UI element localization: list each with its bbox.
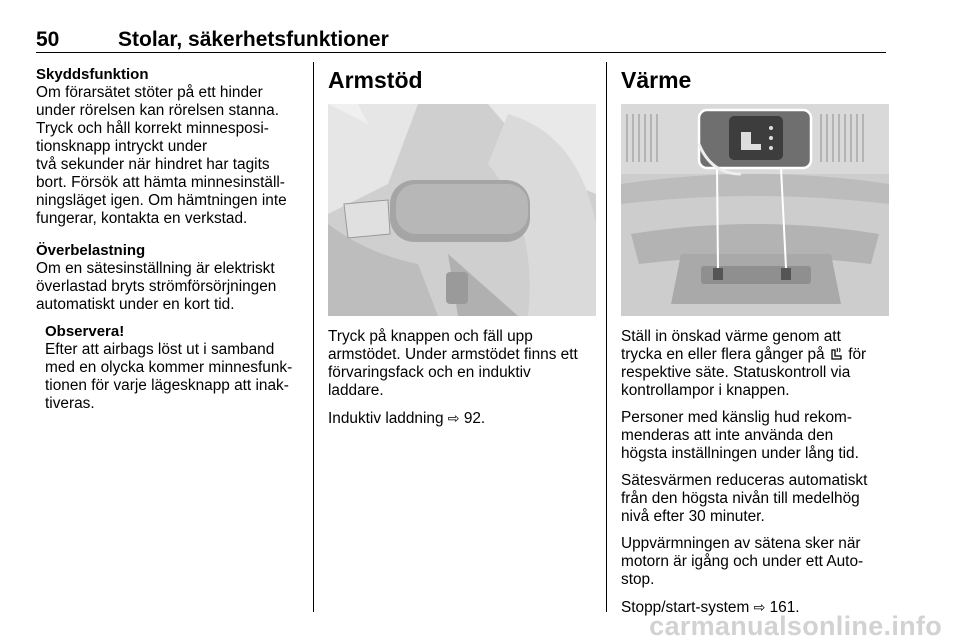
- text-line: överlastad bryts strömförsörjningen: [36, 278, 277, 295]
- paragraph: [621, 535, 891, 589]
- text-line: tionen för varje lägesknapp att inak-: [45, 377, 289, 394]
- text-line: kontrollampor i knappen.: [621, 382, 790, 399]
- text-line: tiveras.: [45, 395, 95, 412]
- heading-armstod: Armstöd: [328, 67, 423, 93]
- text-line: Personer med känslig hud rekom-: [621, 409, 852, 426]
- text-line: bort. Försök att hämta minnesinställ-: [36, 174, 285, 191]
- column-divider: [313, 62, 314, 612]
- text-line: tionsknapp intryckt under: [36, 138, 208, 155]
- paragraph: [36, 84, 302, 228]
- text-line: förvaringsfack och en induktiv: [328, 364, 531, 381]
- heading-varme: Värme: [621, 67, 692, 93]
- page-header: [36, 24, 886, 53]
- text-line: ningsläget igen. Om hämtningen inte: [36, 192, 287, 209]
- text-line: menderas att inte använda den: [621, 427, 834, 444]
- subheading-overbelastning: Överbelastning: [36, 242, 146, 259]
- text-line: armstödet. Under armstödet finns ett: [328, 346, 578, 363]
- ref-arrow-icon: ⇨: [447, 410, 460, 426]
- text-line: [621, 346, 891, 364]
- text-line: Om en sätesinställning är elektriskt: [36, 260, 275, 277]
- column-3: [621, 66, 891, 617]
- text-line: högsta inställningen under lång tid.: [621, 445, 859, 462]
- paragraph: [36, 260, 302, 314]
- text-segment: trycka en eller flera gånger på: [621, 346, 825, 363]
- cross-reference[interactable]: [328, 409, 598, 428]
- column-2: [328, 66, 598, 428]
- subheading-skyddsfunktion: Skyddsfunktion: [36, 66, 149, 83]
- text-line: Uppvärmningen av sätena sker när: [621, 535, 861, 552]
- text-line: Sätesvärmen reduceras automatiskt: [621, 472, 868, 489]
- text-line: under rörelsen kan rörelsen stanna.: [36, 102, 279, 119]
- chapter-title: Stolar, säkerhetsfunktioner: [118, 28, 389, 51]
- paragraph: [328, 328, 598, 400]
- text-line: Tryck och håll korrekt minnesposi-: [36, 120, 269, 137]
- text-line: med en olycka kommer minnesfunk-: [45, 359, 293, 376]
- ref-arrow-icon: ⇨: [753, 599, 766, 615]
- seat-heating-illustration: [621, 104, 889, 316]
- text-line: Efter att airbags löst ut i samband: [45, 341, 275, 358]
- text-segment: för: [848, 346, 867, 363]
- paragraph: [621, 472, 891, 526]
- text-line: från den högsta nivån till medelhög: [621, 490, 860, 507]
- text-line: laddare.: [328, 382, 384, 399]
- text-line: stop.: [621, 571, 655, 588]
- watermark: carmanualsonline.info: [649, 611, 942, 641]
- note-title: Observera!: [45, 323, 125, 340]
- text-line: Tryck på knappen och fäll upp: [328, 328, 533, 345]
- note-box: [36, 323, 302, 413]
- ref-text: Induktiv laddning: [328, 410, 444, 427]
- armrest-illustration: [328, 104, 596, 316]
- text-line: automatiskt under en kort tid.: [36, 296, 235, 313]
- ref-page: 161.: [769, 599, 800, 616]
- ref-page: 92.: [463, 410, 486, 427]
- page-number: 50: [36, 28, 60, 51]
- text-line: respektive säte. Statuskontroll via: [621, 364, 851, 381]
- column-divider: [606, 62, 607, 612]
- text-line: två sekunder när hindret har tagits: [36, 156, 270, 173]
- ref-text: Stopp/start-system: [621, 599, 750, 616]
- text-line: nivå efter 30 minuter.: [621, 508, 765, 525]
- text-line: Ställ in önskad värme genom att: [621, 328, 841, 345]
- text-line: Om förarsätet stöter på ett hinder: [36, 84, 263, 101]
- text-line: motorn är igång och under ett Auto-: [621, 553, 864, 570]
- text-line: fungerar, kontakta en verkstad.: [36, 210, 248, 227]
- seat-heat-icon: [829, 346, 844, 361]
- paragraph: [621, 409, 891, 463]
- paragraph: [621, 328, 891, 400]
- column-1: [36, 66, 302, 413]
